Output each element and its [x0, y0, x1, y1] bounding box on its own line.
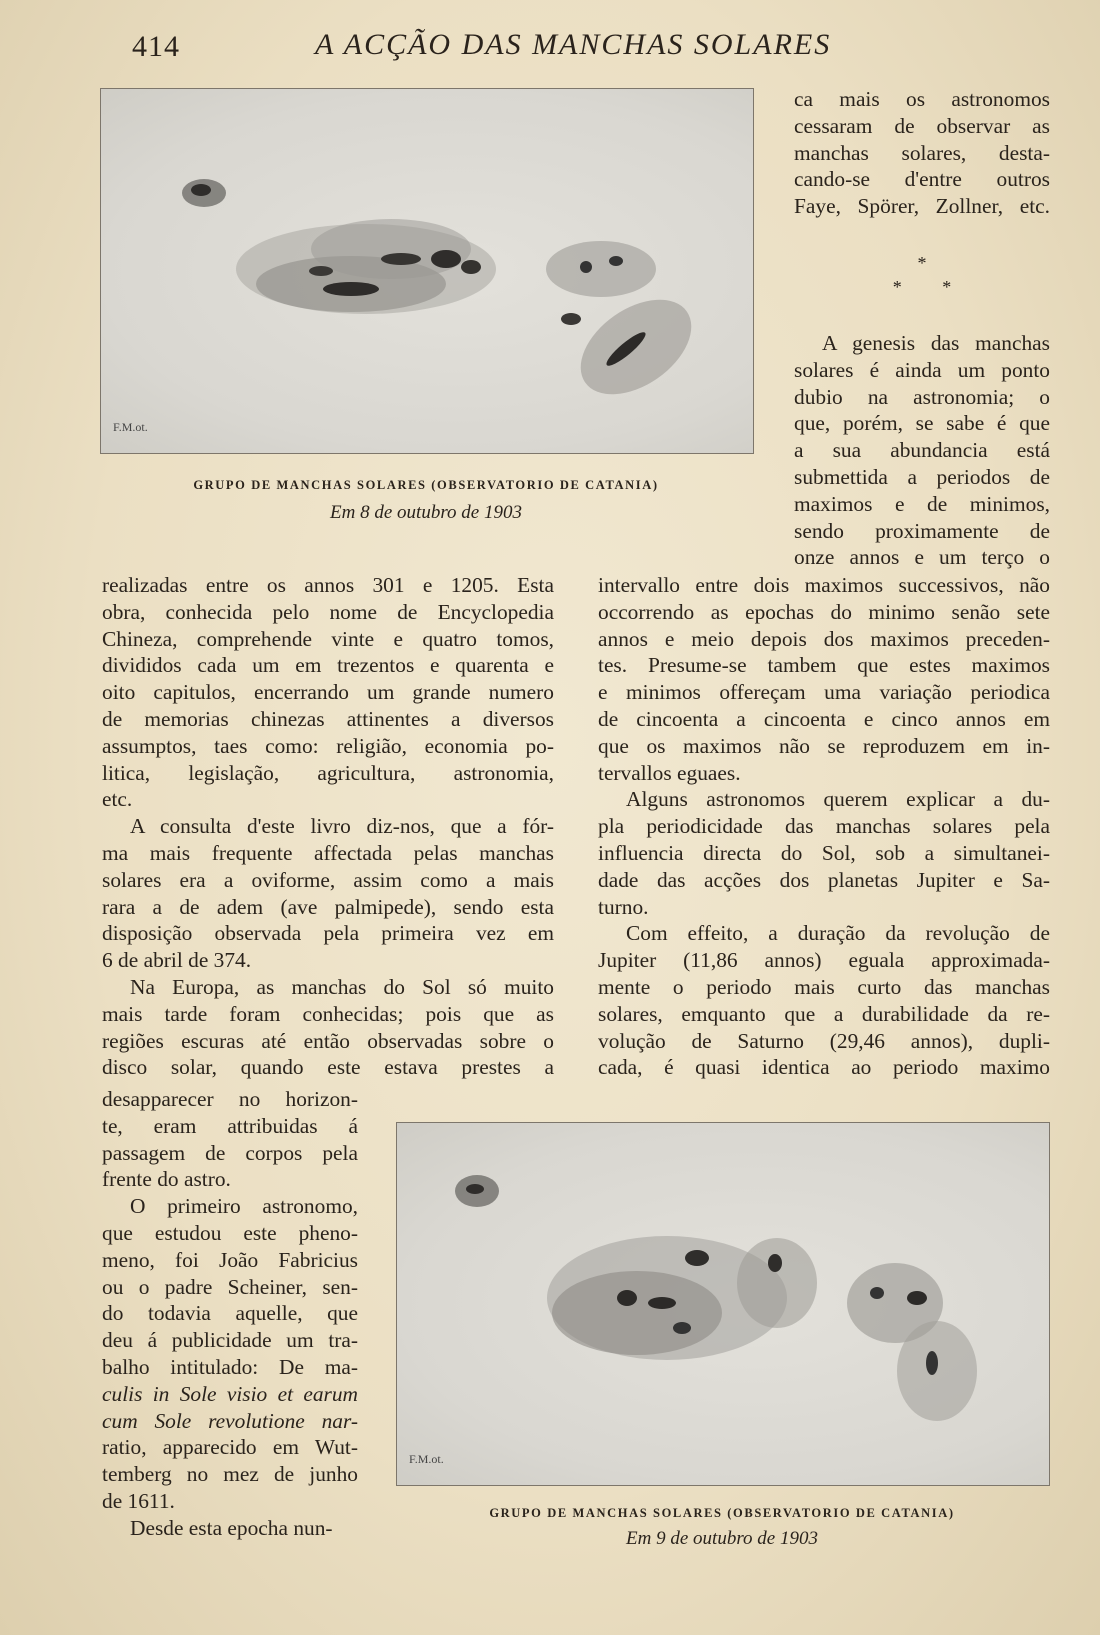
paragraph: O primeiro astronomo, que estudou este pheno- meno, foi João Fabricius ou o padre Scheiner, sen- do todavia aquelle, que deu á publicidade um tra- balho intitulado: De ma- culis in Sole visio et earum cum Sole revolutione nar- ratio, apparecido em Wut- temberg no mez de junho de 1611.: [102, 1194, 358, 1513]
figure-2-caption: GRUPO DE MANCHAS SOLARES (OBSERVATORIO DE CATANIA): [489, 1506, 955, 1520]
text-block: ca mais os astronomos cessaram de observar as manchas solares, desta- cando-se d'entre outros Faye, Spörer, Zollner, etc.: [794, 87, 1050, 219]
figure-2-date: Em 9 de outubro de 1903: [626, 1528, 818, 1549]
paragraph: A consulta d'este livro diz-nos, que a fór- ma mais frequente affectada pelas manchas solares era a oviforme, assim como a mais rara a de adem (ave palmipede), sendo esta disposição observada pela primeira vez em 6 de abril de 374.: [102, 814, 554, 973]
figure-1-caption: GRUPO DE MANCHAS SOLARES (OBSERVATORIO DE CATANIA): [193, 478, 659, 492]
figure-1-date: Em 8 de outubro de 1903: [330, 502, 522, 523]
paragraph: Desde esta epocha nun-: [130, 1515, 333, 1540]
sunspot-photo-1-image: [101, 89, 753, 453]
section-separator: * * *: [892, 253, 952, 297]
sunspot-photo-2-image: [397, 1123, 1049, 1485]
paragraph: realizadas entre os annos 301 e 1205. Esta obra, conhecida pelo nome de Encyclopedia Chineza, comprehende vinte e quatro tomos, divididos cada um em trezentos e quarenta e oito capitulos, encerrando um grande numero de memorias chinezas attinentes a diversos assumptos, taes como: religião, economia po- litica, legislação, agricultura, astronomia, etc.: [102, 573, 554, 812]
left-column: [102, 572, 554, 1081]
svg-text:F.M.ot.: F.M.ot.: [409, 1452, 444, 1466]
paragraph: intervallo entre dois maximos successivos, não occorrendo as epochas do minimo senão sete annos e meio depois dos maximos preceden- tes. Presume-se tambem que estes maximos e minimos offereçam uma variação periodica de cincoenta a cincoenta e cinco annos em que os maximos não se reproduzem em in- tervallos eguaes.: [598, 573, 1050, 785]
right-column-top: [794, 86, 1050, 220]
right-column-lower: [598, 572, 1050, 1081]
paragraph: Com effeito, a duração da revolução de Jupiter (11,86 annos) eguala approximada- mente o periodo mais curto das manchas solares, emquanto que a durabilidade da re- volução de Saturno (29,46 annos), dupli- cada, é quasi identica ao periodo maximo: [598, 921, 1050, 1080]
narrow-column: [102, 1086, 358, 1542]
sunspot-photo-1: [100, 88, 754, 454]
paragraph: desapparecer no horizon- te, eram attribuidas á passagem de corpos pela frente do astro.: [102, 1087, 358, 1192]
svg-text:F.M.ot.: F.M.ot.: [113, 420, 148, 434]
sunspot-photo-2: [396, 1122, 1050, 1486]
paragraph: Na Europa, as manchas do Sol só muito mais tarde foram conhecidas; pois que as regiões escuras até então observadas sobre o disco solar, quando este estava prestes a: [102, 974, 554, 1080]
right-column-middle: [794, 330, 1050, 571]
running-title: A ACÇÃO DAS MANCHAS SOLARES: [315, 28, 832, 61]
paragraph: Alguns astronomos querem explicar a du- pla periodicidade das manchas solares pela influencia directa do Sol, sob a simultanei- dade das acções dos planetas Jupiter e Sa- turno.: [598, 787, 1050, 919]
page-number: 414: [132, 30, 180, 63]
text-block: A genesis das manchas solares é ainda um ponto dubio na astronomia; o que, porém, se sabe é que a sua abundancia está submettida a periodos de maximos e de minimos, sendo proximamente de onze annos e um terço o: [794, 331, 1050, 570]
